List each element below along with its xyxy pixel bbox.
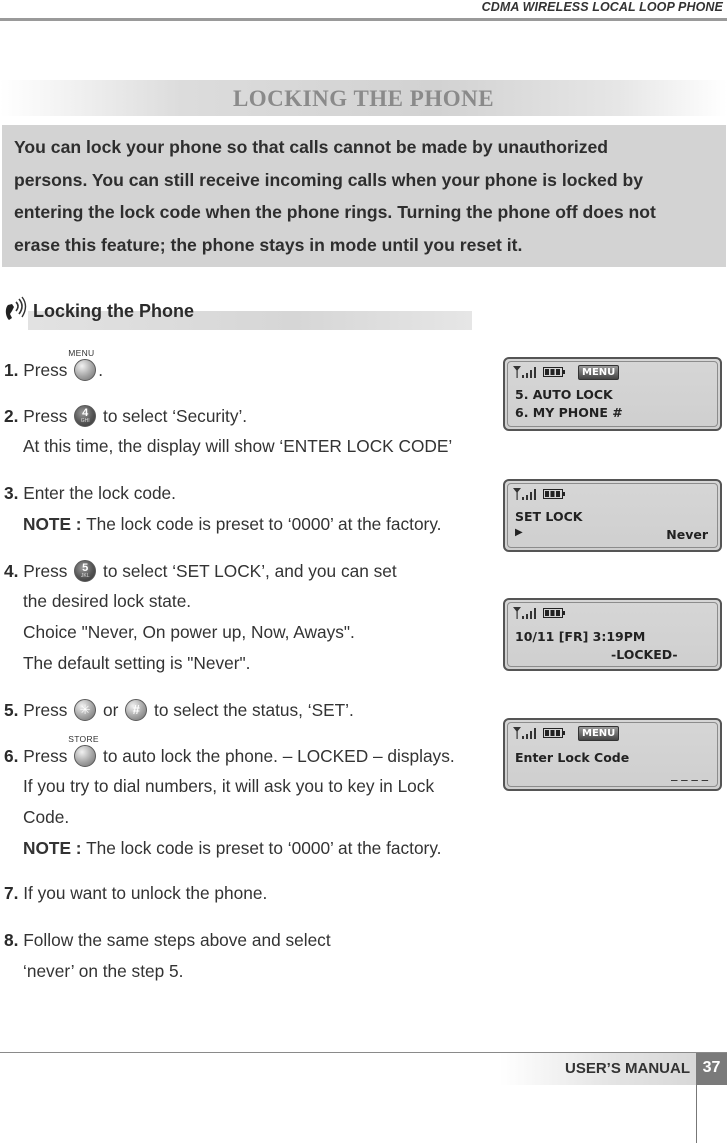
intro-line: erase this feature; the phone stays in mode until you reset it.: [14, 234, 523, 255]
signal-icon: [512, 487, 542, 501]
lcd-screen-enter-code: [503, 718, 722, 791]
lcd-line: Enter Lock Code: [515, 750, 630, 765]
step-number: 3.: [4, 483, 19, 503]
key-4-icon: 4 GHI: [74, 405, 96, 427]
step-text: to select ‘SET LOCK’, and you can set: [103, 561, 397, 581]
footer-vertical-rule: [696, 1085, 697, 1143]
menu-key-icon: [74, 359, 96, 381]
step-8: [4, 930, 494, 950]
signal-icon: [512, 365, 542, 379]
pound-key-icon: #: [125, 699, 147, 721]
lcd-line: 6. MY PHONE #: [515, 405, 623, 420]
step-4: [4, 560, 494, 582]
lcd-line: -LOCKED-: [611, 647, 678, 662]
step-text: to auto lock the phone. – LOCKED – displays.: [103, 746, 455, 766]
step-3: [4, 483, 494, 503]
battery-icon: [543, 728, 565, 738]
step-2: [4, 405, 494, 427]
step-4-line2: the desired lock state.: [23, 591, 192, 611]
step-number: 1.: [4, 360, 19, 380]
menu-softkey-tag: MENU: [578, 726, 619, 741]
step-text: to select ‘Security’.: [103, 406, 248, 426]
step-text: Press: [23, 561, 68, 581]
key-5-icon: 5 JKL: [74, 560, 96, 582]
page-title: LOCKING THE PHONE: [232, 86, 495, 111]
step-text: Press: [23, 406, 68, 426]
step-6-line3: Code.: [23, 807, 70, 827]
header-rule: [0, 18, 727, 21]
lcd-screen-menu: [503, 357, 722, 431]
store-key-label: STORE: [68, 734, 99, 744]
lock-code-placeholder: _ _ _ _: [671, 766, 708, 781]
lcd-value: Never: [666, 527, 708, 542]
intro-text: [14, 131, 714, 261]
step-text: Press: [23, 746, 68, 766]
intro-line: You can lock your phone so that calls cannot be made by unauthorized: [14, 137, 609, 157]
battery-icon: [543, 367, 565, 377]
footer-manual-label: USER’S MANUAL: [564, 1060, 690, 1077]
step-7: [4, 883, 494, 903]
store-key-icon: [74, 745, 96, 767]
step-text: to select the status, ‘SET’.: [154, 700, 354, 720]
step-6-line2: If you try to dial numbers, it will ask you to key in Lock: [23, 776, 435, 796]
battery-icon: [543, 608, 565, 618]
page-number: 37: [702, 1059, 721, 1076]
header-title: CDMA WIRELESS LOCAL LOOP PHONE: [481, 0, 723, 14]
step-text: If you want to unlock the phone.: [23, 883, 268, 903]
step-text: Press: [23, 360, 68, 380]
step-text: .: [98, 360, 104, 380]
lcd-line: SET LOCK: [515, 509, 583, 524]
step-number: 6.: [4, 746, 19, 766]
lcd-screen-set-lock: [503, 479, 722, 552]
step-number: 2.: [4, 406, 19, 426]
step-text: Enter the lock code.: [23, 483, 176, 503]
step-5: [4, 699, 494, 721]
arrow-right-icon: ▶: [515, 527, 523, 538]
lcd-line: 5. AUTO LOCK: [515, 387, 613, 402]
step-1: [4, 348, 494, 381]
battery-icon: [543, 489, 565, 499]
step-4-line3: Choice "Never, On power up, Now, Aways".: [23, 622, 355, 642]
intro-line: persons. You can still receive incoming calls when your phone is locked by: [14, 169, 644, 190]
lcd-screen-locked: [503, 598, 722, 671]
menu-key-label: MENU: [68, 348, 95, 358]
step-number: 4.: [4, 561, 19, 581]
step-number: 8.: [4, 930, 19, 950]
note-label: NOTE :: [23, 838, 82, 858]
lcd-line: 10/11 [FR] 3:19PM: [515, 629, 646, 644]
note-label: NOTE :: [23, 514, 82, 534]
step-text: Press: [23, 700, 68, 720]
step-8-line2: ‘never’ on the step 5.: [23, 961, 184, 981]
step-text: Follow the same steps above and select: [23, 930, 331, 950]
step-2-line2: At this time, the display will show ‘ENTER LOCK CODE’: [23, 436, 453, 456]
step-6-note: NOTE : The lock code is preset to ‘0000’ at the factory.: [23, 838, 442, 858]
step-4-line4: The default setting is "Never".: [23, 653, 251, 673]
section-title: Locking the Phone: [33, 301, 195, 321]
star-key-icon: ✳: [74, 699, 96, 721]
phone-ringing-icon: [2, 296, 28, 326]
signal-icon: [512, 726, 542, 740]
step-text: or: [103, 700, 119, 720]
intro-line: entering the lock code when the phone rings. Turning the phone off does not: [14, 202, 656, 222]
step-6: [4, 734, 494, 767]
menu-softkey-tag: MENU: [578, 365, 619, 380]
signal-icon: [512, 606, 542, 620]
step-3-note: NOTE : The lock code is preset to ‘0000’ at the factory.: [23, 514, 442, 534]
step-number: 7.: [4, 883, 19, 903]
step-number: 5.: [4, 700, 19, 720]
